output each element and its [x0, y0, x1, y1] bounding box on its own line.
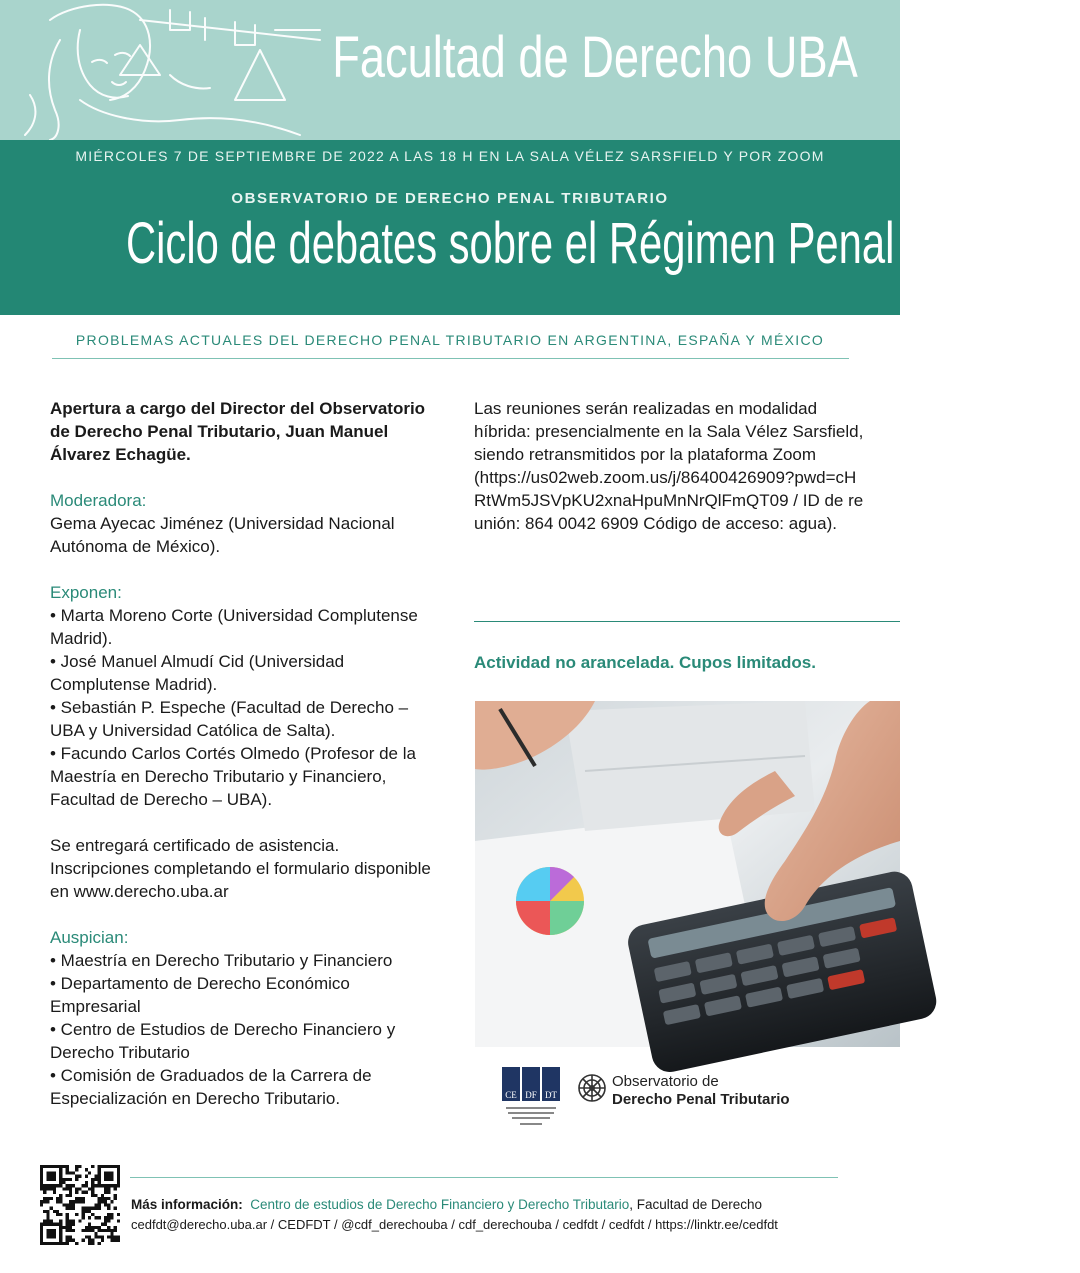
opening-text: Apertura a cargo del Director del Observatorio de Derecho Penal Tributario, Juan Manuel Álvarez Echagüe.	[50, 399, 426, 464]
sponsor-item: • Comisión de Graduados de la Carrera de Especialización en Derecho Tributario.	[50, 1066, 372, 1108]
divider	[130, 1177, 838, 1178]
divider	[474, 621, 900, 622]
left-column	[50, 397, 445, 1110]
calculator-photo	[475, 701, 900, 1047]
observatory-logo-line1: Observatorio de	[612, 1073, 719, 1090]
zoom-link[interactable]: (https://us02web.zoom.us/j/86400426909?pwd=cHRtWm5JSVpKU2xnaHpuMnNrQlFmQT09 / ID de reunión: 864 0042 6909 Código de acceso: agua).	[474, 468, 864, 533]
observatory-heading: OBSERVATORIO DE DERECHO PENAL TRIBUTARIO	[231, 190, 669, 207]
subtitle: PROBLEMAS ACTUALES DEL DERECHO PENAL TRIBUTARIO EN ARGENTINA, ESPAÑA Y MÉXICO	[75, 332, 825, 348]
more-info-line	[131, 1197, 762, 1212]
speaker-item: • Marta Moreno Corte (Universidad Complutense Madrid).	[50, 606, 418, 648]
page-title: Ciclo de debates sobre el Régimen Penal Tributario	[126, 211, 1080, 276]
divider	[52, 358, 849, 359]
sponsors-label: Auspician:	[50, 928, 129, 947]
registration-text: Inscripciones completando el formulario disponible en www.derecho.uba.ar	[50, 859, 431, 901]
sponsor-item: • Departamento de Derecho Económico Empresarial	[50, 974, 350, 1016]
meeting-info: Las reuniones serán realizadas en modalidad híbrida: presencialmente en la Sala Vélez Sarsfield, siendo retransmitidos por la plataforma Zoom	[474, 399, 864, 464]
speaker-item: • Facundo Carlos Cortés Olmedo (Profesor de la Maestría en Derecho Tributario y Financiero, Facultad de Derecho – UBA).	[50, 744, 416, 809]
speakers-section	[50, 581, 445, 811]
registration-section	[50, 834, 445, 903]
sponsor-item: • Maestría en Derecho Tributario y Financiero	[50, 951, 393, 970]
notice-text: Actividad no arancelada. Cupos limitados.	[474, 653, 816, 672]
justice-figure-illustration	[20, 0, 350, 140]
observatory-logo-icon	[576, 1072, 608, 1104]
event-date: MIÉRCOLES 7 DE SEPTIEMBRE DE 2022 A LAS 18 H EN LA SALA VÉLEZ SARSFIELD Y POR ZOOM	[75, 148, 825, 164]
sponsors-section	[50, 926, 445, 1110]
logo-letters-ce: CE	[505, 1090, 517, 1100]
certificate-text: Se entregará certificado de asistencia.	[50, 836, 340, 855]
center-name-link[interactable]: Centro de estudios de Derecho Financiero y Derecho Tributario	[250, 1197, 630, 1212]
moderator-section	[50, 489, 445, 558]
faculty-title: Facultad de Derecho UBA	[332, 25, 858, 90]
faculty-name: , Facultad de Derecho	[629, 1197, 763, 1212]
moderator-label: Moderadora:	[50, 491, 147, 510]
speaker-item: • Sebastián P. Espeche (Facultad de Derecho – UBA y Universidad Católica de Salta).	[50, 698, 409, 740]
logo-letters-df: DF	[525, 1090, 537, 1100]
moderator-name: Gema Ayecac Jiménez (Universidad Nacional Autónoma de México).	[50, 514, 395, 556]
right-column	[474, 397, 864, 535]
cedfdt-logo	[502, 1067, 560, 1129]
contact-links[interactable]: cedfdt@derecho.uba.ar / CEDFDT / @cdf_derechouba / cdf_derechouba / cedfdt / cedfdt / https://linktr.ee/cedfdt	[131, 1217, 778, 1232]
sponsor-item: • Centro de Estudios de Derecho Financiero y Derecho Tributario	[50, 1020, 396, 1062]
logo-letters-dt: DT	[545, 1090, 557, 1100]
qr-code[interactable]	[40, 1165, 120, 1245]
observatory-logo-line2: Derecho Penal Tributario	[612, 1091, 790, 1108]
more-info-label: Más información:	[131, 1197, 243, 1212]
speakers-label: Exponen:	[50, 583, 122, 602]
speaker-item: • José Manuel Almudí Cid (Universidad Complutense Madrid).	[50, 652, 345, 694]
